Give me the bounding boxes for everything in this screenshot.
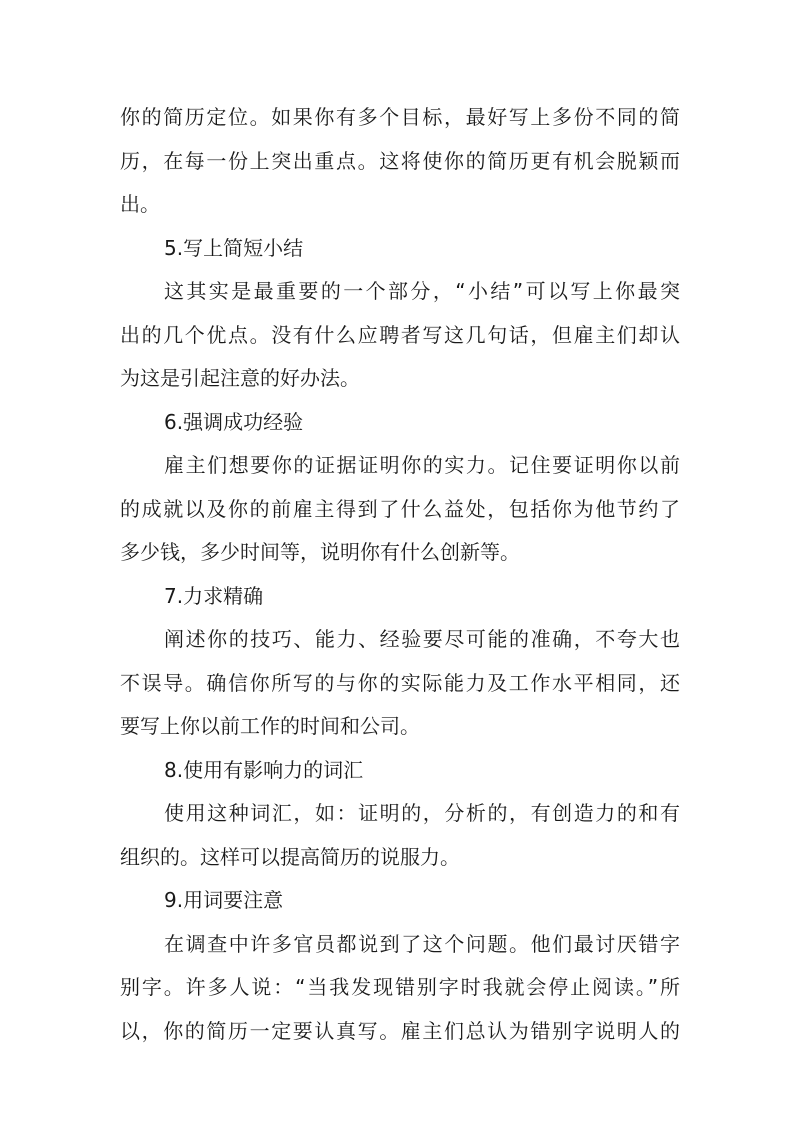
section-heading-8: 8.使用有影响力的词汇 xyxy=(164,757,364,782)
paragraph-line: 不误导。确信你所写的与你的实际能力及工作水平相同，还 xyxy=(120,670,680,695)
section-heading-9: 9.用词要注意 xyxy=(164,888,284,912)
section-heading-6: 6.强调成功经验 xyxy=(164,409,304,434)
paragraph-line: 这其实是最重要的一个部分，“小结”可以写上你最突 xyxy=(164,279,680,303)
paragraph-line: 的成就以及你的前雇主得到了什么益处，包括你为他节约了 xyxy=(120,496,680,521)
paragraph-line: 要写上你以前工作的时间和公司。 xyxy=(120,714,420,738)
section-heading-7: 7.力求精确 xyxy=(164,583,264,608)
document-body xyxy=(120,96,680,1053)
paragraph-line: 在调查中许多官员都说到了这个问题。他们最讨厌错字 xyxy=(164,931,680,956)
section-heading-5: 5.写上简短小结 xyxy=(164,235,304,260)
paragraph-line: 出。 xyxy=(120,192,160,216)
paragraph-line: 阐述你的技巧、能力、经验要尽可能的准确，不夸大也 xyxy=(164,627,680,651)
paragraph-line: 历，在每一份上突出重点。这将使你的简历更有机会脱颖而 xyxy=(120,148,680,173)
paragraph-line: 你的简历定位。如果你有多个目标，最好写上多份不同的简 xyxy=(120,105,680,129)
paragraph-line: 别字。许多人说：“当我发现错别字时我就会停止阅读。”所 xyxy=(120,975,680,999)
paragraph-line: 出的几个优点。没有什么应聘者写这几句话，但雇主们却认 xyxy=(120,322,680,347)
paragraph-line: 雇主们想要你的证据证明你的实力。记住要证明你以前 xyxy=(164,453,680,477)
paragraph-line: 以，你的简历一定要认真写。雇主们总认为错别字说明人的 xyxy=(120,1018,680,1043)
paragraph-line: 组织的。这样可以提高简历的说服力。 xyxy=(120,844,460,869)
paragraph-line: 使用这种词汇，如：证明的，分析的，有创造力的和有 xyxy=(164,801,680,825)
paragraph-line: 多少钱，多少时间等，说明你有什么创新等。 xyxy=(120,540,520,564)
paragraph-line: 为这是引起注意的好办法。 xyxy=(120,366,360,390)
